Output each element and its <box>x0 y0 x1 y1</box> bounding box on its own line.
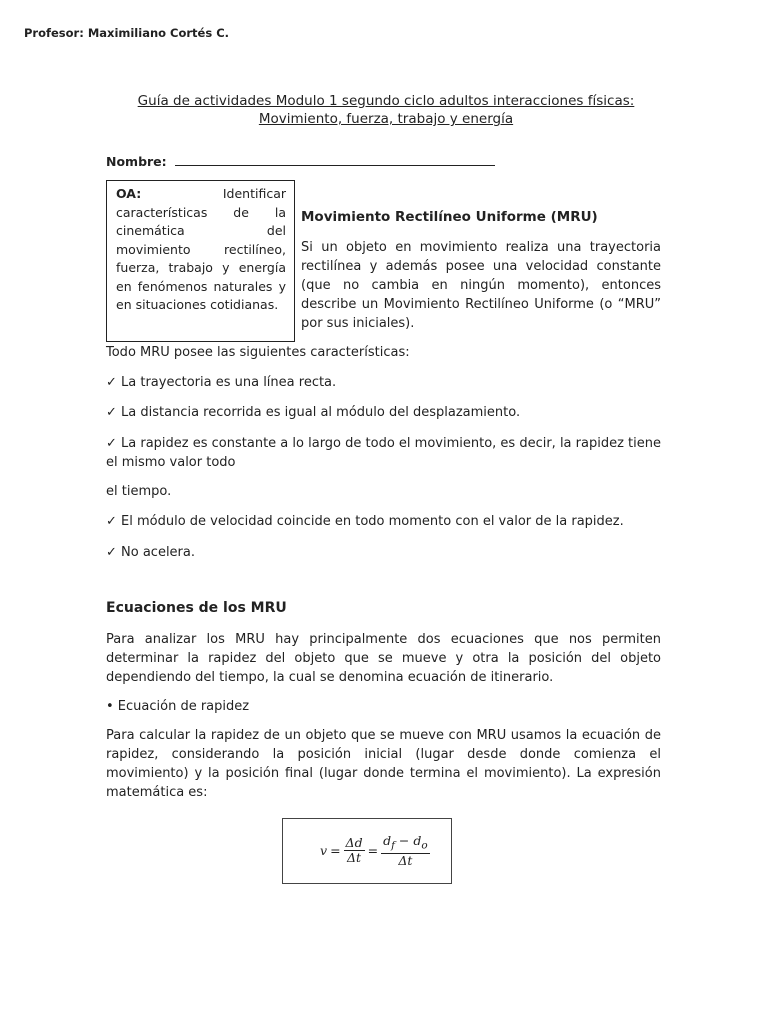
feature-item: ✓ La rapidez es constante a lo largo de todo el movimiento, es decir, la rapidez tiene el mismo valor todo <box>106 436 661 470</box>
speed-equation-paragraph: Para calcular la rapidez de un objeto que se mueve con MRU usamos la ecuación de rapidez, considerando la posición inicial (lugar desde donde comienza el movimiento) y la posición final (lugar donde termina el movimiento). La expresión matemática es: <box>106 728 661 800</box>
teacher-name: Profesor: Maximiliano Cortés C. <box>24 26 230 40</box>
fraction-delta-d-over-delta-t <box>344 836 365 865</box>
features-intro: Todo MRU posee las siguientes características: <box>106 345 410 360</box>
speed-formula-box <box>282 818 452 884</box>
mru-heading: Movimiento Rectilíneo Uniforme (MRU) <box>301 209 598 225</box>
feature-item: ✓ La distancia recorrida es igual al módulo del desplazamiento. <box>106 405 521 420</box>
mru-intro-paragraph: Si un objeto en movimiento realiza una trayectoria rectilínea y además posee una velocidad constante (que no cambia en ningún momento), entonces describe un Movimiento Rectilíneo Uniforme (o “MRU” por sus iniciales). <box>301 240 661 331</box>
equations-heading: Ecuaciones de los MRU <box>106 600 287 616</box>
formula-lhs: v <box>320 843 328 859</box>
feature-item: ✓ No acelera. <box>106 545 196 560</box>
name-blank-line[interactable] <box>175 153 495 166</box>
oa-label: OA: <box>116 186 142 201</box>
fraction-numerator-positions: $d_f - d_o$ <box>383 833 428 852</box>
formula-equals: = <box>367 843 379 859</box>
speed-formula <box>320 834 430 868</box>
speed-equation-bullet: • Ecuación de rapidez <box>106 699 250 714</box>
feature-item: ✓ La trayectoria es una línea recta. <box>106 375 337 390</box>
oa-text: Identificar características de la cinemática del movimiento rectilíneo, fuerza, trabajo y energía en fenómenos naturales y en situaciones cotidianas. <box>116 186 286 312</box>
name-label: Nombre: <box>106 154 172 169</box>
feature-item-continuation: el tiempo. <box>106 484 172 499</box>
fraction-numerator: Δd <box>345 835 363 851</box>
document-title: Guía de actividades Modulo 1 segundo ciclo adultos interacciones físicas: Movimiento, fuerza, trabajo y energía <box>137 93 635 127</box>
learning-objective-box <box>106 180 295 342</box>
fraction-displacement-over-delta-t <box>381 834 430 868</box>
equations-paragraph: Para analizar los MRU hay principalmente dos ecuaciones que nos permiten determinar la rapidez del objeto que se mueve y otra la posición del objeto dependiendo del tiempo, la cual se denomina ecuación de itinerario. <box>106 632 661 685</box>
name-field-row <box>106 153 495 169</box>
fraction-denominator: Δt <box>347 850 362 866</box>
fraction-denominator: Δt <box>398 852 413 868</box>
formula-equals: = <box>330 843 341 859</box>
feature-item: ✓ El módulo de velocidad coincide en todo momento con el valor de la rapidez. <box>106 514 624 529</box>
